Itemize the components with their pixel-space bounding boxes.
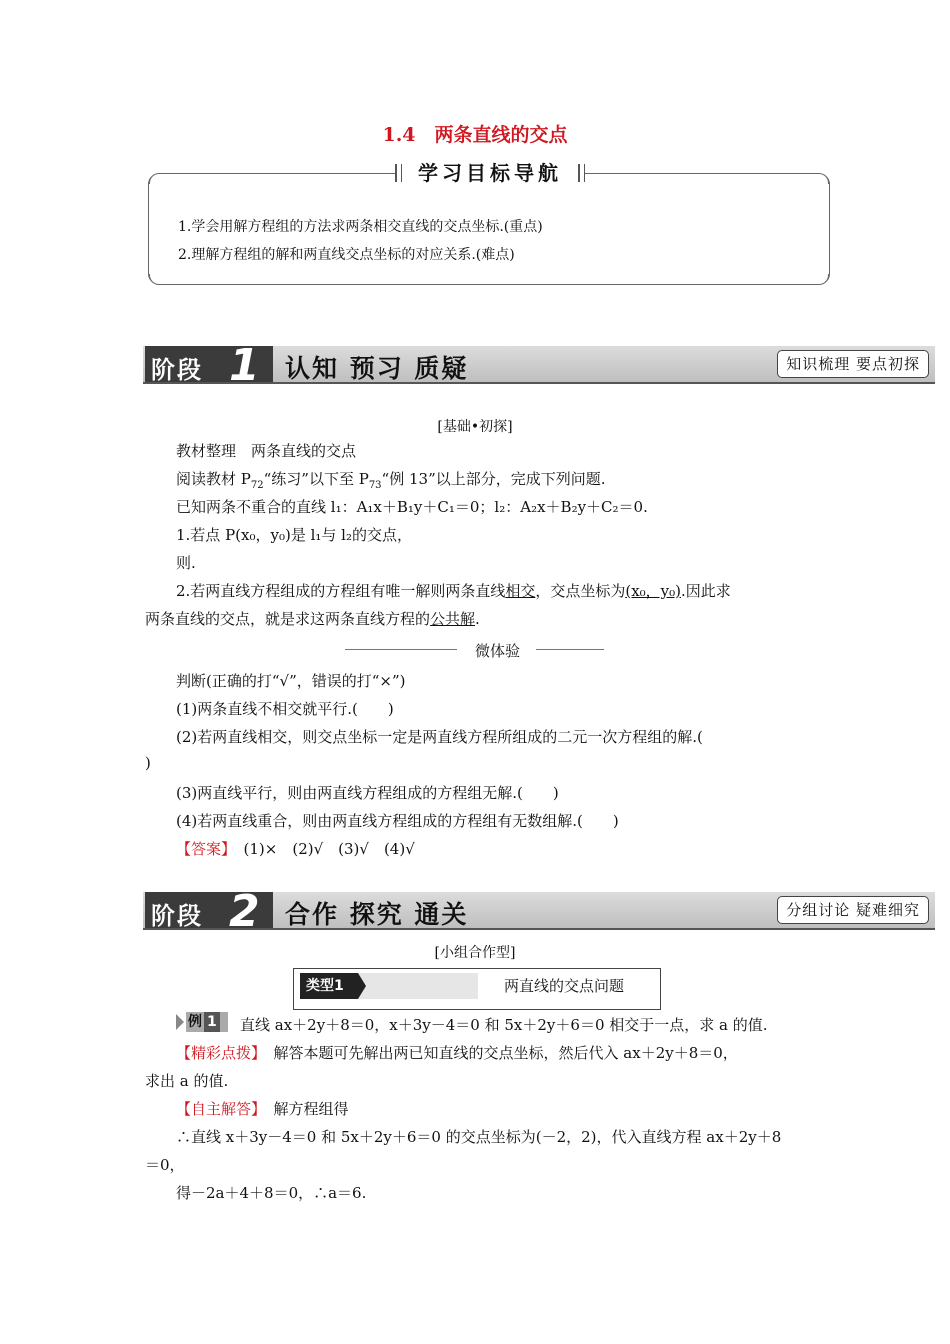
judge-instruction: 判断(正确的打“√”，错误的打“×”): [176, 672, 406, 690]
statement-2-cont: 两条直线的交点，就是求这两条直线方程的公共解.: [145, 610, 480, 628]
divider-right: [536, 649, 604, 650]
objective-item: 2.理解方程组的解和两直线交点坐标的对应关系.(难点): [178, 247, 515, 263]
type-label: 类型1: [300, 973, 358, 999]
stage1-banner: [143, 340, 935, 391]
example-text: 直线 ax＋2y＋8＝0，x＋3y－4＝0 和 5x＋2y＋6＝0 相交于一点，求 a 的值.: [240, 1016, 768, 1034]
reading-instruction: 阅读教材 $P_{72}“$练习”以下至 $P_{73}“$例 13”以上部分，完成下列问题.: [176, 470, 606, 491]
type-box: [293, 968, 661, 1010]
point-statement: 1.若点 P(x₀，y₀)是 l₁与 l₂的交点，: [176, 526, 412, 544]
stage-number: 1: [229, 340, 260, 391]
point-conclusion: 则.: [176, 554, 196, 572]
stage-badge: [145, 340, 273, 391]
stage-title: 认知 预习 质疑: [285, 354, 469, 383]
question-2: (2)若两直线相交，则交点坐标一定是两直线方程所组成的二元一次方程组的解.(: [176, 728, 703, 746]
stage-label: 阶段: [151, 902, 203, 930]
answer-line: 【答案】 (1)× (2)√ (3)√ (4)√: [176, 840, 415, 858]
material-title: 教材整理 两条直线的交点: [176, 442, 357, 460]
example-label: 例: [188, 1014, 202, 1030]
divider-left: [345, 649, 457, 650]
question-2-cont: ): [145, 754, 151, 772]
stage-title: 合作 探究 通关: [285, 900, 469, 929]
question-1: (1)两条直线不相交就平行.( ): [176, 700, 394, 718]
question-3: (3)两直线平行，则由两直线方程组成的方程组无解.( ): [176, 784, 559, 802]
type-arrow-icon: [358, 973, 366, 999]
statement-2: 2.若两直线方程组成的方程组有唯一解则两条直线相交，交点坐标为(x₀，y₀).因此求: [176, 582, 731, 600]
objectives-heading: 学习目标导航: [395, 158, 585, 188]
hint-line: 【精彩点拨】 解答本题可先解出两已知直线的交点坐标，然后代入 ax＋2y＋8＝0，: [176, 1044, 738, 1062]
solve-line-2: ＝0，: [145, 1156, 185, 1174]
objective-item: 1.学会用解方程组的方法求两条相交直线的交点坐标.(重点): [178, 219, 543, 235]
stage-tag: 知识梳理 要点初探: [777, 350, 929, 378]
stage2-banner: [143, 886, 935, 937]
type-title: 两直线的交点问题: [504, 977, 625, 995]
section-title: 1.4 两条直线的交点: [382, 124, 568, 146]
question-4: (4)若两直线重合，则由两直线方程组成的方程组有无数组解.( ): [176, 812, 619, 830]
stage-label: 阶段: [151, 356, 203, 384]
example-number: 1: [204, 1012, 220, 1032]
stage-badge: [145, 886, 273, 937]
example-badge: [176, 1012, 226, 1032]
given-lines: 已知两条不重合的直线 l₁：A₁x＋B₁y＋C₁＝0；l₂：A₂x＋B₂y＋C₂＝0.: [176, 498, 648, 516]
stage-tag: 分组讨论 疑难细究: [777, 896, 929, 924]
solve-line-1: ∴直线 x＋3y－4＝0 和 5x＋2y＋6＝0 的交点坐标为(－2，2)，代入直线方程 ax＋2y＋8: [176, 1128, 782, 1146]
sub-heading: [小组合作型]: [434, 945, 516, 961]
experience-heading: 微体验: [475, 642, 521, 660]
solve-line-3: 得－2a＋4＋8＝0，∴a＝6.: [176, 1184, 367, 1202]
type-bar: [354, 973, 478, 999]
solve-line: 【自主解答】 解方程组得: [176, 1100, 349, 1118]
hint-line-cont: 求出 a 的值.: [145, 1072, 229, 1090]
sub-heading: [基础•初探]: [437, 419, 513, 435]
stage-number: 2: [229, 886, 260, 937]
example-arrow-icon: [176, 1014, 184, 1030]
